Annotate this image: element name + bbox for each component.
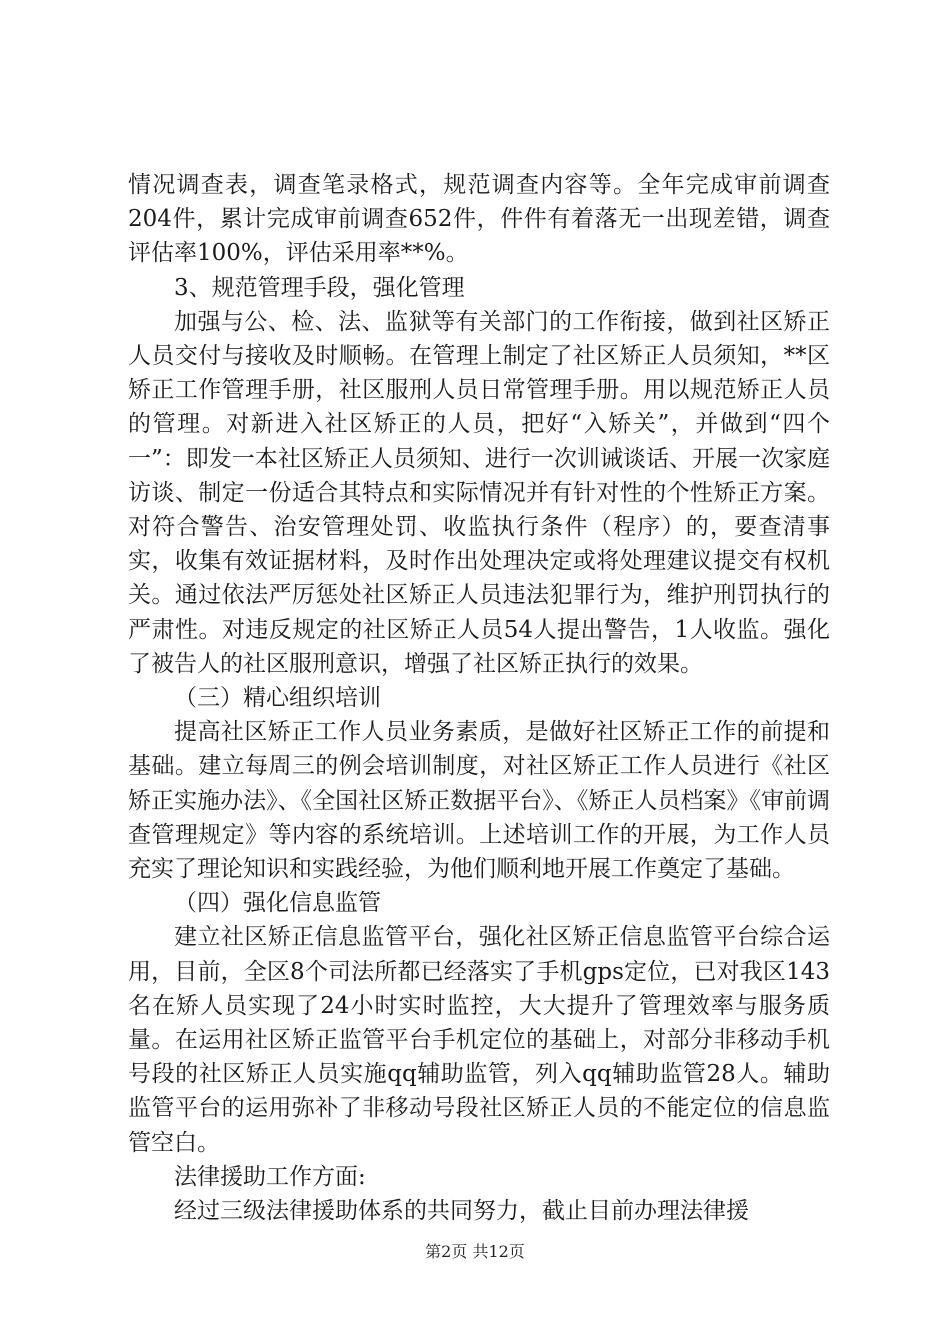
section-heading-management: 3、规范管理手段，强化管理 — [174, 274, 465, 301]
paragraph-info-supervision: 建立社区矫正信息监管平台，强化社区矫正信息监管平台综合运用，目前，全区8个司法所都已经落实了手机gps定位，已对我区143名在矫人员实现了24小时实时监控，大大提升了管理效率与服务质量。在运用社区矫正监管平台手机定位的基础上，对部分非移动手机号段的社区矫正人员实施qq辅助监管，列入qq辅助监管28人。辅助监管平台的运用弥补了非移动号段社区矫正人员的不能定位的信息监管空白。 — [128, 924, 830, 1156]
section-heading-legal-aid: 法律援助工作方面: — [174, 1163, 366, 1190]
document-body — [128, 168, 830, 1228]
paragraph-legal-aid: 经过三级法律援助体系的共同努力，截止目前办理法律援 — [174, 1198, 749, 1225]
paragraph-management: 加强与公、检、法、监狱等有关部门的工作衔接，做到社区矫正人员交付与接收及时顺畅。在管理上制定了社区矫正人员须知，**区矫正工作管理手册，社区服刑人员日常管理手册。用以规范矫正人员的管理。对新进入社区矫正的人员，把好“入矫关”，并做到“四个一”：即发一本社区矫正人员须知、进行一次训诫谈话、开展一次家庭访谈、制定一份适合其特点和实际情况并有针对性的个性矫正方案。对符合警告、治安管理处罚、收监执行条件（程序）的，要查清事实，收集有效证据材料，及时作出处理决定或将处理建议提交有权机关。通过依法严厉惩处社区矫正人员违法犯罪行为，维护刑罚执行的严肃性。对违反规定的社区矫正人员54人提出警告，1人收监。强化了被告人的社区服刑意识，增强了社区矫正执行的效果。 — [128, 308, 830, 677]
page-footer: 第2页 共12页 — [425, 1242, 525, 1261]
paragraph-continued-survey: 情况调查表，调查笔录格式，规范调查内容等。全年完成审前调查204件，累计完成审前调查652件，件件有着落无一出现差错，调查评估率100%，评估采用率**%。 — [128, 172, 830, 267]
section-heading-info-supervision: （四）强化信息监管 — [174, 890, 381, 917]
section-heading-training: （三）精心组织培训 — [174, 685, 381, 712]
paragraph-training: 提高社区矫正工作人员业务素质，是做好社区矫正工作的前提和基础。建立每周三的例会培训制度，对社区矫正工作人员进行《社区矫正实施办法》、《全国社区矫正数据平台》、《矫正人员档案》《审前调查管理规定》等内容的系统培训。上述培训工作的开展，为工作人员充实了理论知识和实践经验，为他们顺利地开展工作奠定了基础。 — [128, 719, 830, 883]
